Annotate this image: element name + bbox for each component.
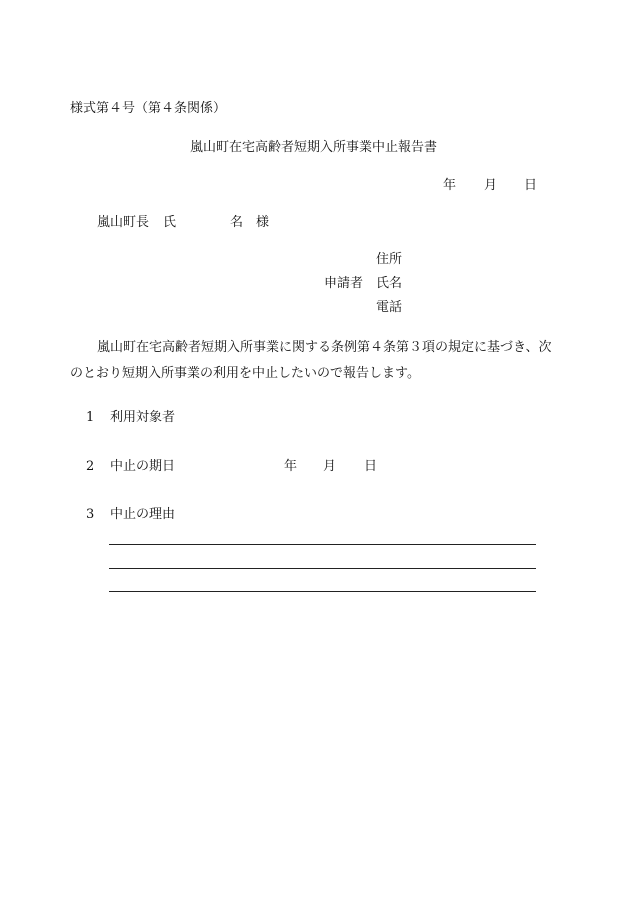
addressee-office: 嵐山町長: [97, 215, 150, 230]
addressee-mei: 名: [230, 215, 244, 230]
date-month-label: 月: [484, 178, 498, 193]
applicant-phone-label: 電話: [376, 300, 403, 315]
item-2-day-label: 日: [364, 459, 378, 474]
item-2-year-label: 年: [284, 459, 298, 474]
item-3-label: 中止の理由: [110, 507, 176, 522]
addressee-sama: 様: [256, 215, 270, 230]
addressee-shi: 氏: [163, 215, 177, 230]
reason-line-1: [109, 544, 536, 545]
form-number: 様式第４号（第４条関係）: [70, 101, 227, 116]
date-year-label: 年: [443, 178, 457, 193]
applicant-address-label: 住所: [376, 252, 403, 267]
item-2-month-label: 月: [323, 459, 337, 474]
body-line-1: 嵐山町在宅高齢者短期入所事業に関する条例第４条第３項の規定に基づき、次: [97, 340, 552, 355]
reason-line-3: [109, 591, 536, 592]
applicant-name-label: 氏名: [376, 276, 403, 291]
date-day-label: 日: [524, 178, 538, 193]
applicant-label: 申請者: [324, 276, 364, 291]
item-3-number: 3: [86, 507, 95, 522]
item-1-number: 1: [86, 410, 95, 425]
item-2-label: 中止の期日: [110, 459, 176, 474]
document-title: 嵐山町在宅高齢者短期入所事業中止報告書: [190, 140, 438, 155]
item-2-number: 2: [86, 459, 95, 474]
reason-line-2: [109, 568, 536, 569]
item-1-label: 利用対象者: [110, 410, 176, 425]
body-line-2: のとおり短期入所事業の利用を中止したいので報告します。: [70, 366, 420, 381]
